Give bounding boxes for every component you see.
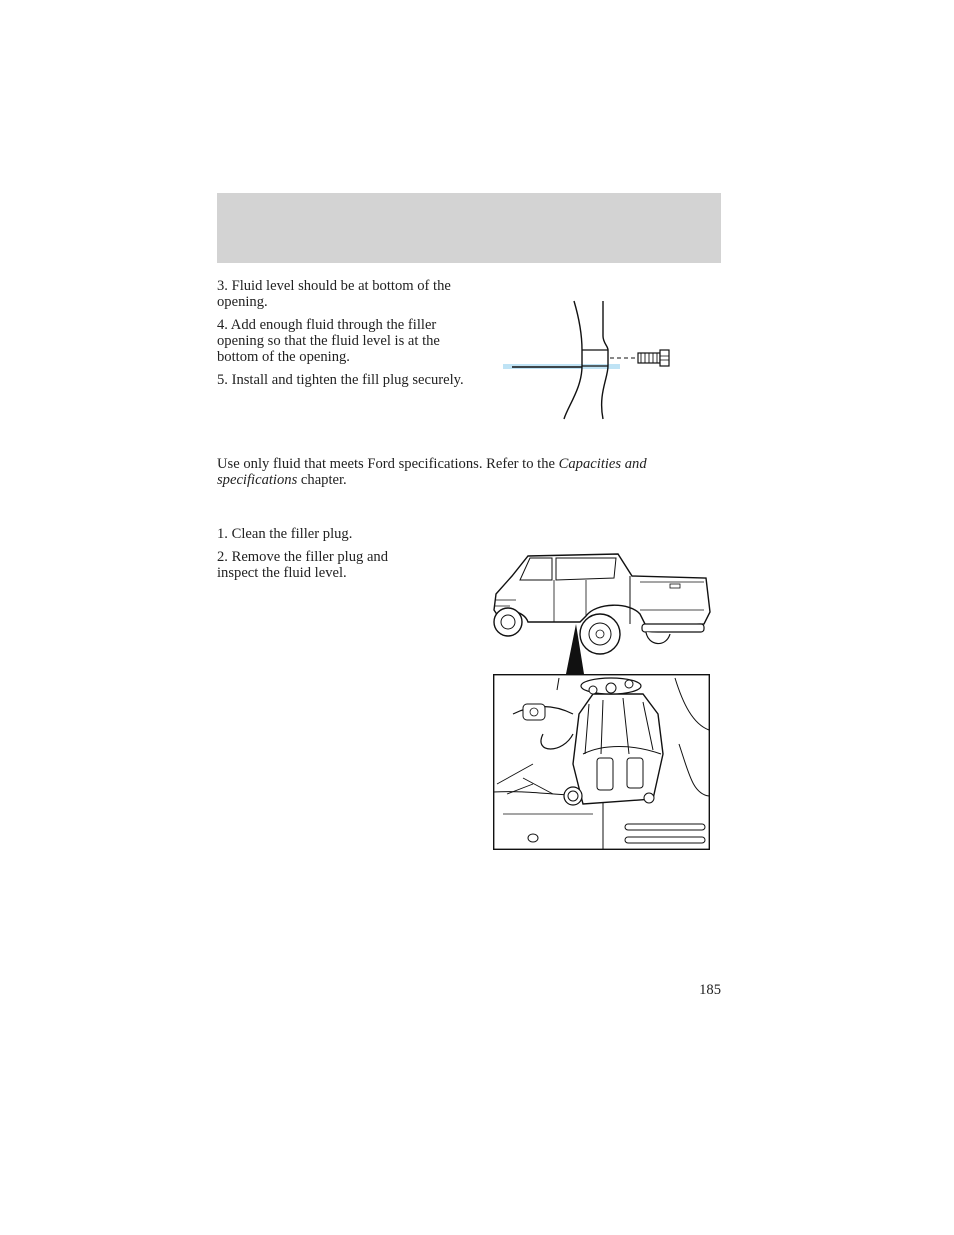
step-5-text: 5. Install and tighten the fill plug securely. — [217, 372, 464, 388]
step-2 — [217, 549, 427, 581]
step-3 — [217, 278, 477, 310]
step-2-text: 2. Remove the filler plug and inspect the fluid level. — [217, 549, 389, 581]
filler-plug-location-detail — [493, 674, 710, 850]
section-header-band — [217, 193, 721, 263]
step-5 — [217, 372, 477, 388]
step-1 — [217, 526, 477, 542]
step-1-text: 1. Clean the filler plug. — [217, 526, 353, 542]
fill-plug-icon — [638, 350, 669, 366]
note-chapter-reference: Capacities and specifications — [217, 456, 647, 488]
step-4 — [217, 317, 477, 365]
crossmember-bar — [625, 824, 705, 830]
step-3-text: 3. Fluid level should be at bottom of the opening. — [217, 278, 451, 310]
rear-wheel-far — [646, 632, 670, 644]
note-text-before: Use only fluid that meets Ford specifications. Refer to the — [217, 456, 559, 472]
fluid-spec-note — [217, 456, 721, 488]
case-outer-wall — [564, 301, 582, 419]
fill-plug-diagram — [500, 298, 680, 422]
step-4-text: 4. Add enough fluid through the filler opening so that the fluid level is at the bottom of the opening. — [217, 317, 440, 365]
page-number: 185 — [699, 982, 721, 998]
transfer-case-housing — [573, 694, 663, 804]
rear-wheel — [580, 614, 620, 654]
front-wheel — [494, 608, 522, 636]
filler-plug-marker-icon — [564, 787, 582, 805]
note-text-after: chapter. — [297, 472, 347, 488]
pickup-truck-illustration — [490, 550, 714, 674]
case-inner-wall — [602, 301, 608, 419]
